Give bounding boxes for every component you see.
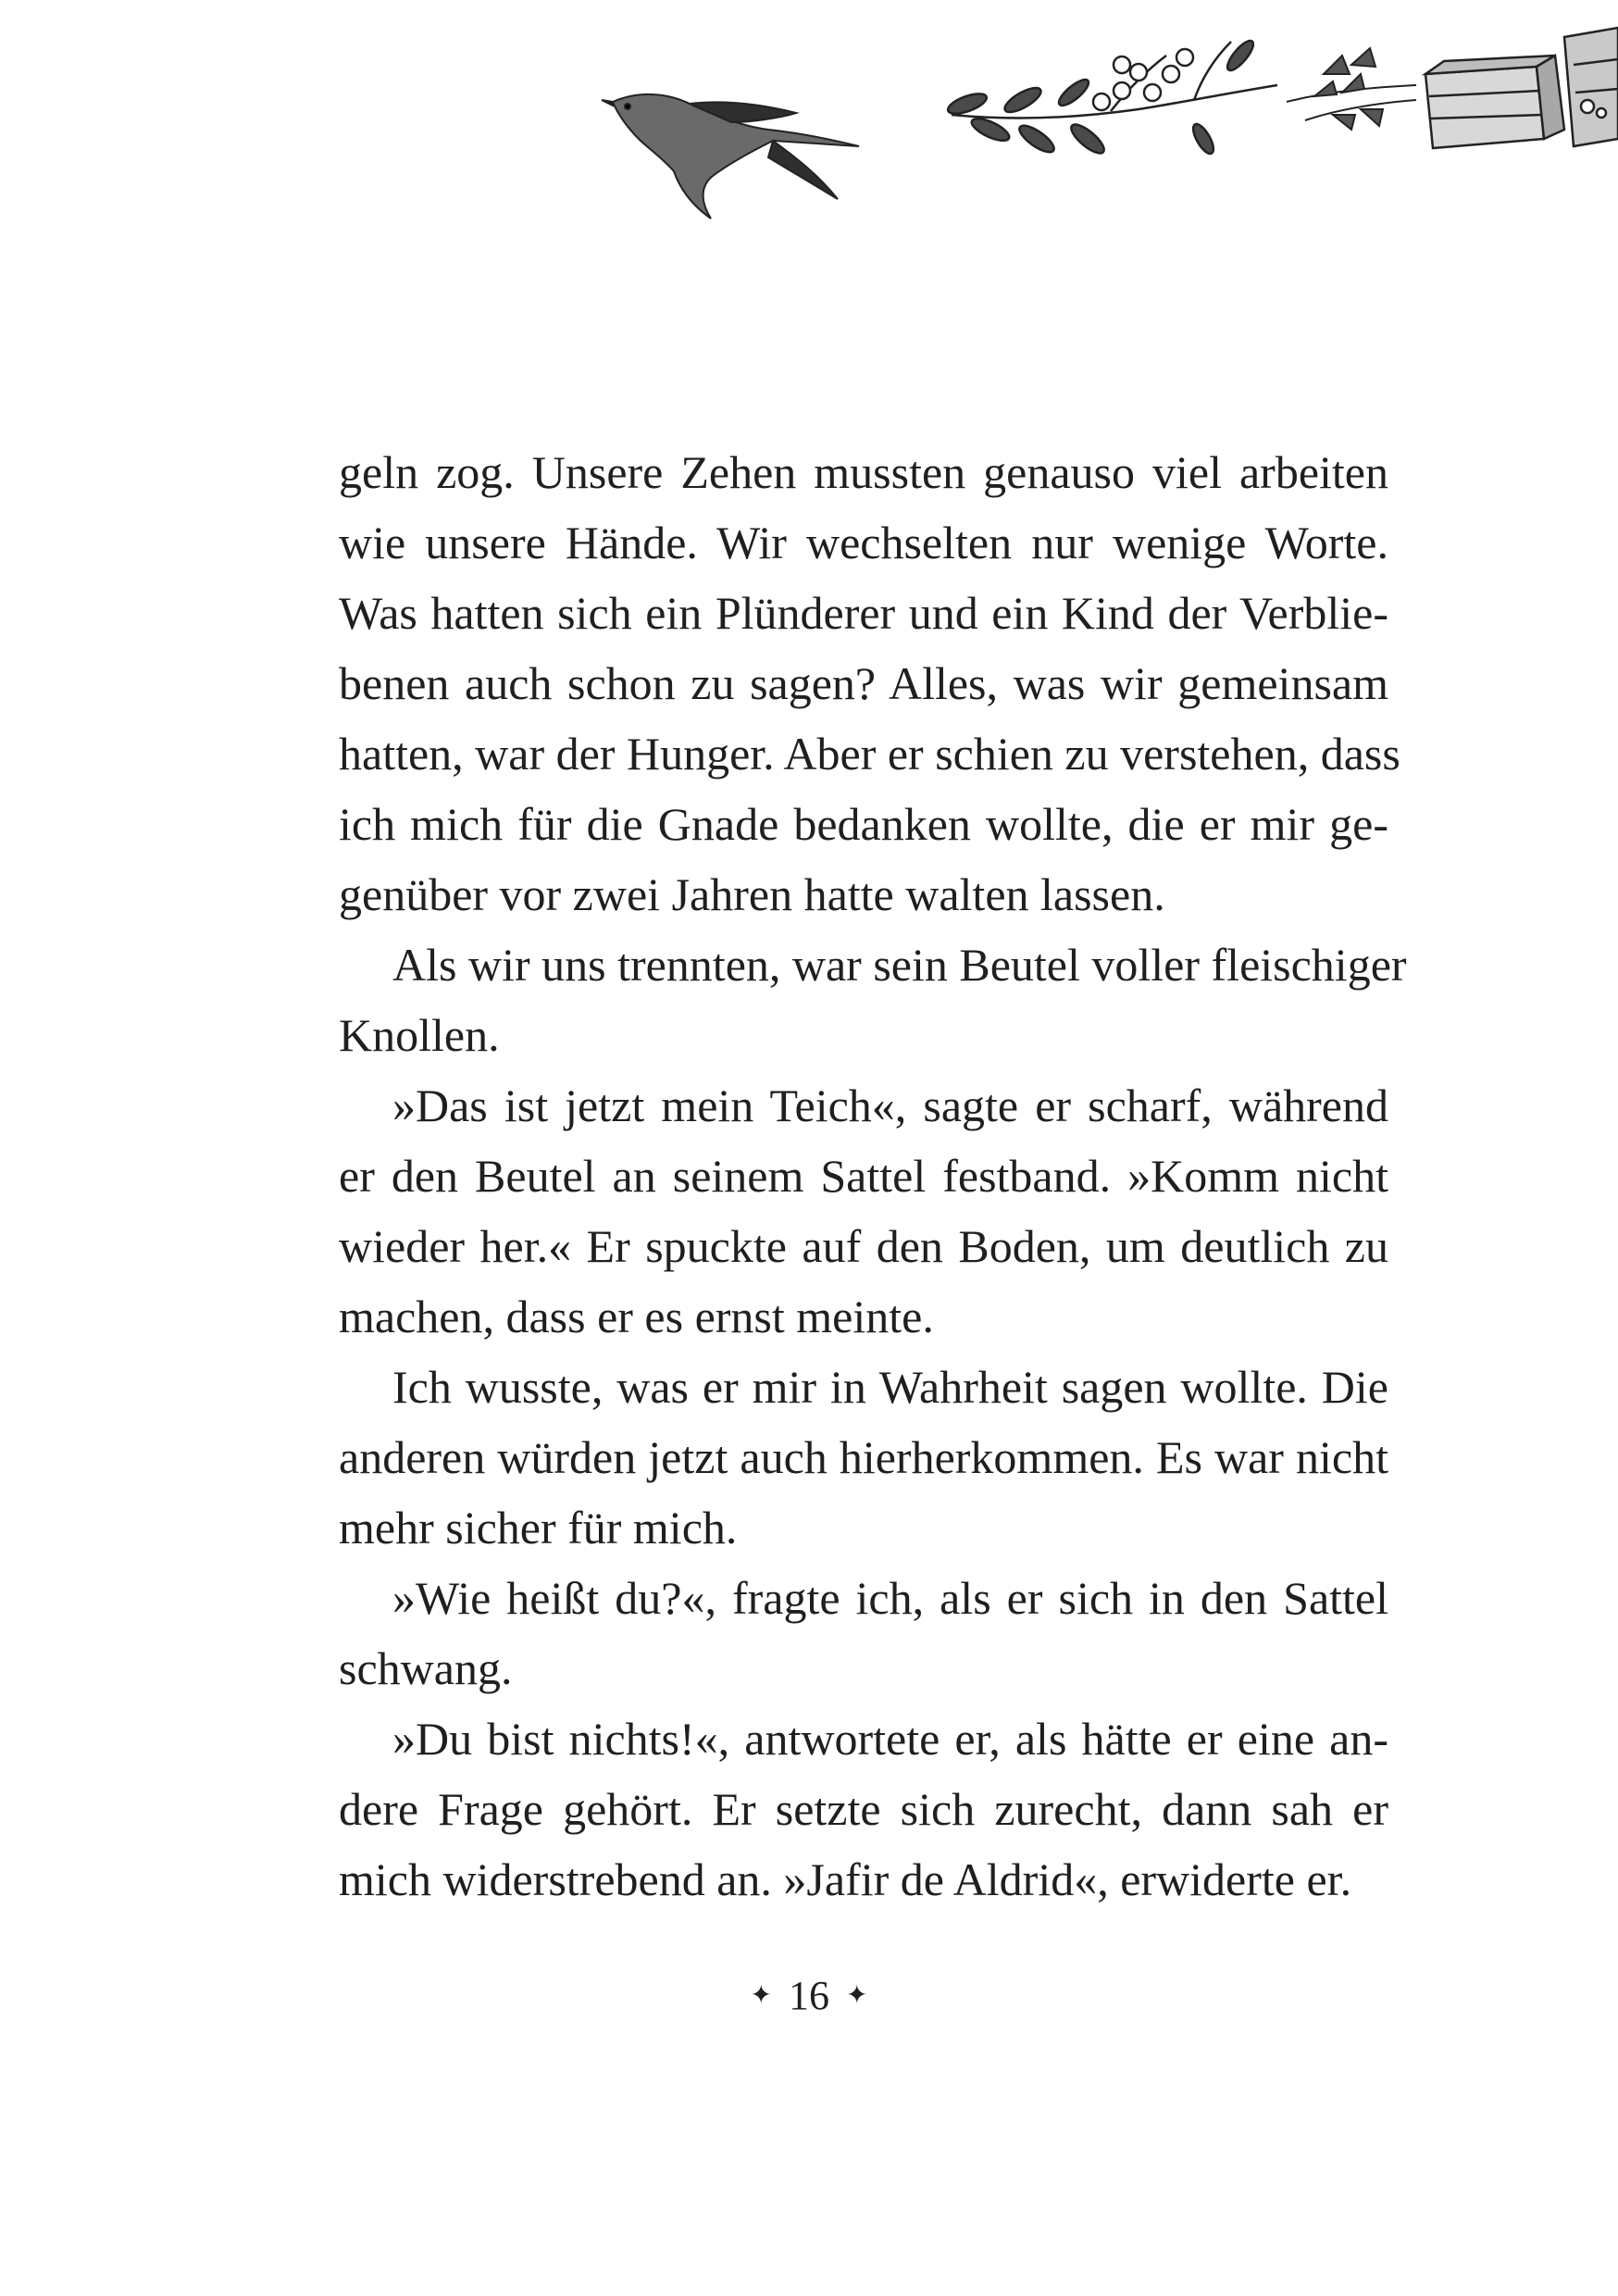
text-line: machen, dass er es ernst meinte.	[339, 1291, 934, 1342]
text-line: hatten, war der Hunger. Aber er schien zu verstehen, dass	[339, 728, 1400, 780]
text-line: Ich wusste, was er mir in Wahrheit sagen wollte. Die	[392, 1361, 1388, 1413]
header-ornament	[0, 0, 1618, 241]
text-line: »Das ist jetzt mein Teich«, sagte er scharf, während	[392, 1079, 1388, 1131]
text-line: mehr sicher für mich.	[339, 1502, 738, 1554]
text-line: schwang.	[339, 1642, 513, 1694]
page-number: 16	[789, 1973, 829, 2018]
text-line: genüber vor zwei Jahren hatte walten lassen.	[339, 868, 1165, 920]
text-line: wie unsere Hände. Wir wechselten nur wenige Worte.	[339, 517, 1388, 568]
text-line: wieder her.« Er spuckte auf den Boden, um deutlich zu	[339, 1220, 1388, 1272]
text-line: »Du bist nichts!«, antwortete er, als hätte er eine an-	[392, 1713, 1388, 1765]
text-line: er den Beutel an seinem Sattel festband. »Komm nicht	[339, 1150, 1388, 1202]
text-line: dere Frage gehört. Er setzte sich zurecht, dann sah er	[339, 1783, 1388, 1835]
body-text	[339, 437, 1407, 1915]
text-line: Was hatten sich ein Plünderer und ein Kind der Verblie-	[339, 587, 1388, 639]
text-line: anderen würden jetzt auch hierherkommen. Es war nicht	[339, 1431, 1388, 1483]
text-line: ich mich für die Gnade bedanken wollte, die er mir ge-	[339, 798, 1388, 850]
text-line: »Wie heißt du?«, fragte ich, als er sich in den Sattel	[392, 1572, 1388, 1624]
swallow-icon	[602, 94, 859, 218]
star-icon: ✦	[750, 1980, 772, 2010]
text-line: mich widerstrebend an. »Jafir de Aldrid«, erwiderte er.	[339, 1853, 1352, 1905]
text-line: geln zog. Unsere Zehen mussten genauso viel arbeiten	[339, 446, 1388, 498]
herb-sprig-icon	[1287, 48, 1416, 130]
star-icon: ✦	[846, 1980, 868, 2010]
page-number-footer	[0, 1968, 1618, 2028]
text-line: Knollen.	[339, 1009, 500, 1061]
text-line: benen auch schon zu sagen? Alles, was wir gemeinsam	[339, 657, 1388, 709]
wooden-crate-icon	[1425, 28, 1618, 148]
olive-branch-icon	[946, 37, 1277, 157]
text-line: Als wir uns trennten, war sein Beutel voller fleischiger	[392, 939, 1407, 991]
